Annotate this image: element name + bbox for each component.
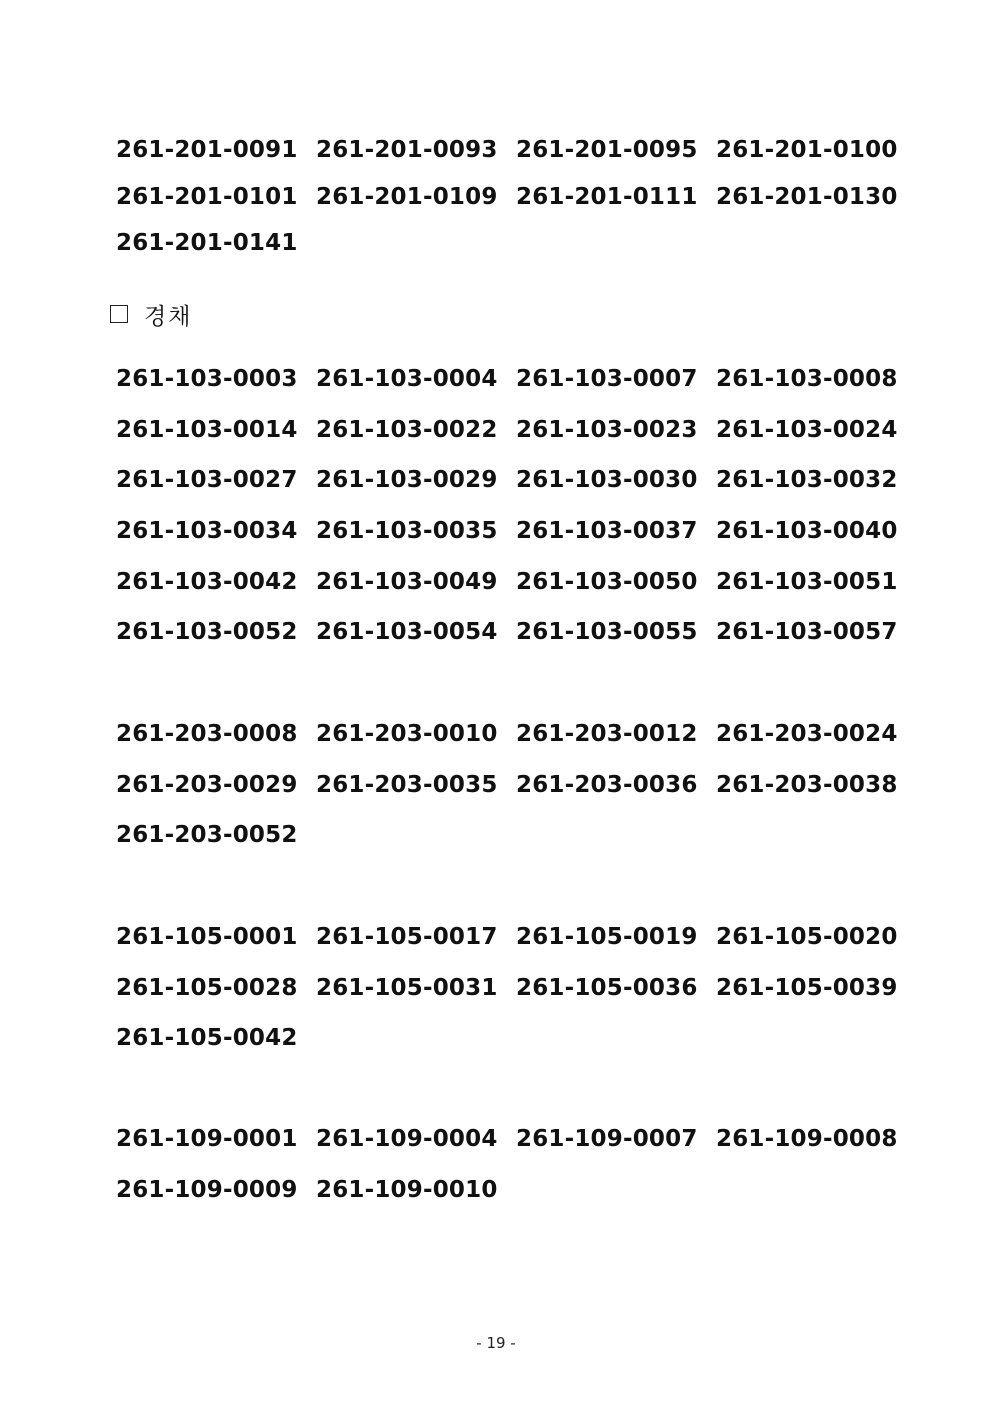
item-number: 261-109-0008 bbox=[716, 1126, 898, 1153]
number-row bbox=[116, 127, 916, 174]
item-number: 261-201-0101 bbox=[116, 183, 298, 210]
item-number: 261-103-0054 bbox=[316, 619, 498, 646]
number-grid-109 bbox=[116, 1114, 916, 1215]
item-number: 261-109-0007 bbox=[516, 1126, 698, 1153]
item-number: 261-201-0095 bbox=[516, 137, 698, 164]
item-number: 261-103-0014 bbox=[116, 416, 298, 443]
number-row bbox=[116, 220, 916, 267]
item-number: 261-103-0057 bbox=[716, 619, 898, 646]
number-grid-105 bbox=[116, 912, 916, 1064]
item-number: 261-105-0042 bbox=[116, 1025, 298, 1052]
item-number: 261-109-0004 bbox=[316, 1126, 498, 1153]
item-number: 261-109-0009 bbox=[116, 1176, 298, 1203]
item-number: 261-201-0093 bbox=[316, 137, 498, 164]
item-number: 261-103-0040 bbox=[716, 518, 898, 545]
item-number: 261-105-0036 bbox=[516, 974, 698, 1001]
item-number: 261-105-0019 bbox=[516, 924, 698, 951]
item-number: 261-103-0052 bbox=[116, 619, 298, 646]
number-row bbox=[116, 1114, 916, 1165]
item-number: 261-109-0010 bbox=[316, 1176, 498, 1203]
item-number: 261-103-0042 bbox=[116, 568, 298, 595]
item-number: 261-105-0017 bbox=[316, 924, 498, 951]
item-number: 261-103-0030 bbox=[516, 467, 698, 494]
item-number: 261-105-0028 bbox=[116, 974, 298, 1001]
item-number: 261-201-0141 bbox=[116, 230, 298, 257]
item-number: 261-203-0024 bbox=[716, 721, 898, 748]
item-number: 261-103-0050 bbox=[516, 568, 698, 595]
item-number: 261-103-0023 bbox=[516, 416, 698, 443]
number-grid-103 bbox=[116, 354, 916, 658]
item-number: 261-103-0004 bbox=[316, 366, 498, 393]
number-row bbox=[116, 1165, 916, 1216]
number-row bbox=[116, 174, 916, 221]
item-number: 261-103-0037 bbox=[516, 518, 698, 545]
item-number: 261-203-0052 bbox=[116, 822, 298, 849]
item-number: 261-203-0010 bbox=[316, 721, 498, 748]
item-number: 261-103-0051 bbox=[716, 568, 898, 595]
item-number: 261-103-0029 bbox=[316, 467, 498, 494]
item-number: 261-203-0012 bbox=[516, 721, 698, 748]
item-number: 261-103-0003 bbox=[116, 366, 298, 393]
item-number: 261-203-0038 bbox=[716, 771, 898, 798]
item-number: 261-201-0091 bbox=[116, 137, 298, 164]
item-number: 261-203-0008 bbox=[116, 721, 298, 748]
item-number: 261-203-0036 bbox=[516, 771, 698, 798]
number-row bbox=[116, 506, 916, 557]
checkbox-square-icon bbox=[110, 305, 128, 323]
number-row bbox=[116, 556, 916, 607]
item-number: 261-103-0055 bbox=[516, 619, 698, 646]
number-grid-201 bbox=[116, 127, 916, 267]
number-row bbox=[116, 1013, 916, 1064]
number-row bbox=[116, 963, 916, 1014]
number-row bbox=[116, 912, 916, 963]
number-row bbox=[116, 405, 916, 456]
item-number: 261-105-0039 bbox=[716, 974, 898, 1001]
page-number: - 19 - bbox=[476, 1334, 516, 1352]
section-heading-label: 경채 bbox=[144, 303, 193, 330]
item-number: 261-103-0049 bbox=[316, 568, 498, 595]
item-number: 261-203-0035 bbox=[316, 771, 498, 798]
number-row bbox=[116, 760, 916, 811]
item-number: 261-201-0109 bbox=[316, 183, 498, 210]
number-row bbox=[116, 455, 916, 506]
item-number: 261-105-0020 bbox=[716, 924, 898, 951]
item-number: 261-201-0130 bbox=[716, 183, 898, 210]
item-number: 261-103-0032 bbox=[716, 467, 898, 494]
number-row bbox=[116, 354, 916, 405]
number-row bbox=[116, 709, 916, 760]
item-number: 261-109-0001 bbox=[116, 1126, 298, 1153]
number-grid-203 bbox=[116, 709, 916, 861]
item-number: 261-103-0022 bbox=[316, 416, 498, 443]
item-number: 261-105-0001 bbox=[116, 924, 298, 951]
item-number: 261-105-0031 bbox=[316, 974, 498, 1001]
item-number: 261-103-0027 bbox=[116, 467, 298, 494]
item-number: 261-203-0029 bbox=[116, 771, 298, 798]
item-number: 261-103-0035 bbox=[316, 518, 498, 545]
item-number: 261-201-0111 bbox=[516, 183, 698, 210]
item-number: 261-103-0034 bbox=[116, 518, 298, 545]
section-heading bbox=[110, 298, 192, 330]
item-number: 261-103-0007 bbox=[516, 366, 698, 393]
number-row bbox=[116, 810, 916, 861]
number-row bbox=[116, 607, 916, 658]
item-number: 261-201-0100 bbox=[716, 137, 898, 164]
item-number: 261-103-0024 bbox=[716, 416, 898, 443]
item-number: 261-103-0008 bbox=[716, 366, 898, 393]
